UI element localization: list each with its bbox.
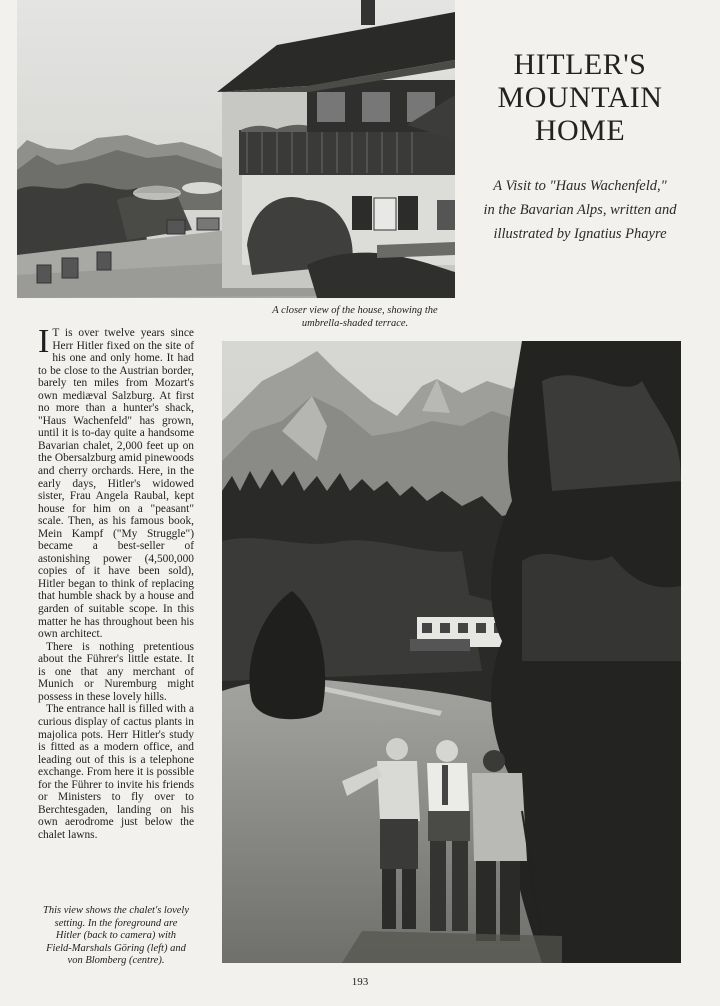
paragraph-text: T is over twelve years since Herr Hitler fixed on the site of his one and only home. It had to be close to the Austrian border, barely ten miles from Mozart's own mediæval Salzburg. At first no more than a hunter's shack, "Haus Wachenfeld" has grown, until it is to-day quite a handsome Bavarian chalet, 2,000 feet up on the Obersalzburg amid pinewoods and cherry orchards. Here, in the early days, Hitler's widowed sister, Frau Angela Raubal, kept house for him on a "peasant" scale. Then, as his famous book, Mein Kampf ("My Struggle") became a best-seller of astonishing power (4,500,000 copies of it have been sold), Hitler began to think of replacing that humble shack by a house and garden of suitable scope. In this matter he has throughout been his own architect. — [38, 327, 194, 641]
page-number: 193 — [351, 976, 369, 988]
article-title — [470, 48, 690, 147]
chalet-setting-illustration — [222, 341, 681, 963]
terrace-photo-caption — [250, 305, 460, 330]
caption-line: This view shows the chalet's lovely — [42, 905, 189, 916]
title-line: HITLER'S — [513, 48, 647, 81]
title-line: MOUNTAIN — [497, 81, 663, 114]
chalet-setting-photo — [222, 341, 681, 963]
article-paragraph: The entrance hall is filled with a curious display of cactus plants in majolica pots. Herr Hitler's study is fitted as a modern office, and leading out of this is a telephone exchange. From here it is possible for the Führer to invite his friends or Ministers to fly over to Berchtesgaden, landing on his own aerodrome just below the chalet lawns. — [38, 703, 194, 841]
article-paragraph — [38, 323, 194, 641]
setting-photo-caption — [36, 905, 196, 968]
subtitle-line: illustrated by Ignatius Phayre — [493, 226, 667, 242]
caption-line: setting. In the foreground are — [54, 917, 178, 929]
caption-line: Field-Marshals Göring (left) and — [46, 942, 186, 954]
caption-line: Hitler (back to camera) with — [55, 930, 177, 941]
caption-line: von Blomberg (centre). — [67, 955, 165, 966]
subtitle-line: in the Bavarian Alps, written and — [483, 202, 677, 218]
article-subtitle — [462, 174, 698, 246]
subtitle-line: A Visit to "Haus Wachenfeld," — [493, 178, 667, 194]
chalet-terrace-photo — [17, 0, 455, 298]
caption-line: A closer view of the house, showing the — [272, 305, 438, 316]
title-line: HOME — [534, 114, 626, 147]
drop-cap: I — [38, 323, 50, 360]
article-body — [38, 323, 194, 841]
article-paragraph: There is nothing pretentious about the Führer's little estate. It is one that any merchant of Munich or Nuremburg might possess in these lovely hills. — [38, 640, 194, 703]
caption-line: umbrella-shaded terrace. — [301, 317, 409, 329]
chalet-terrace-illustration — [17, 0, 455, 298]
